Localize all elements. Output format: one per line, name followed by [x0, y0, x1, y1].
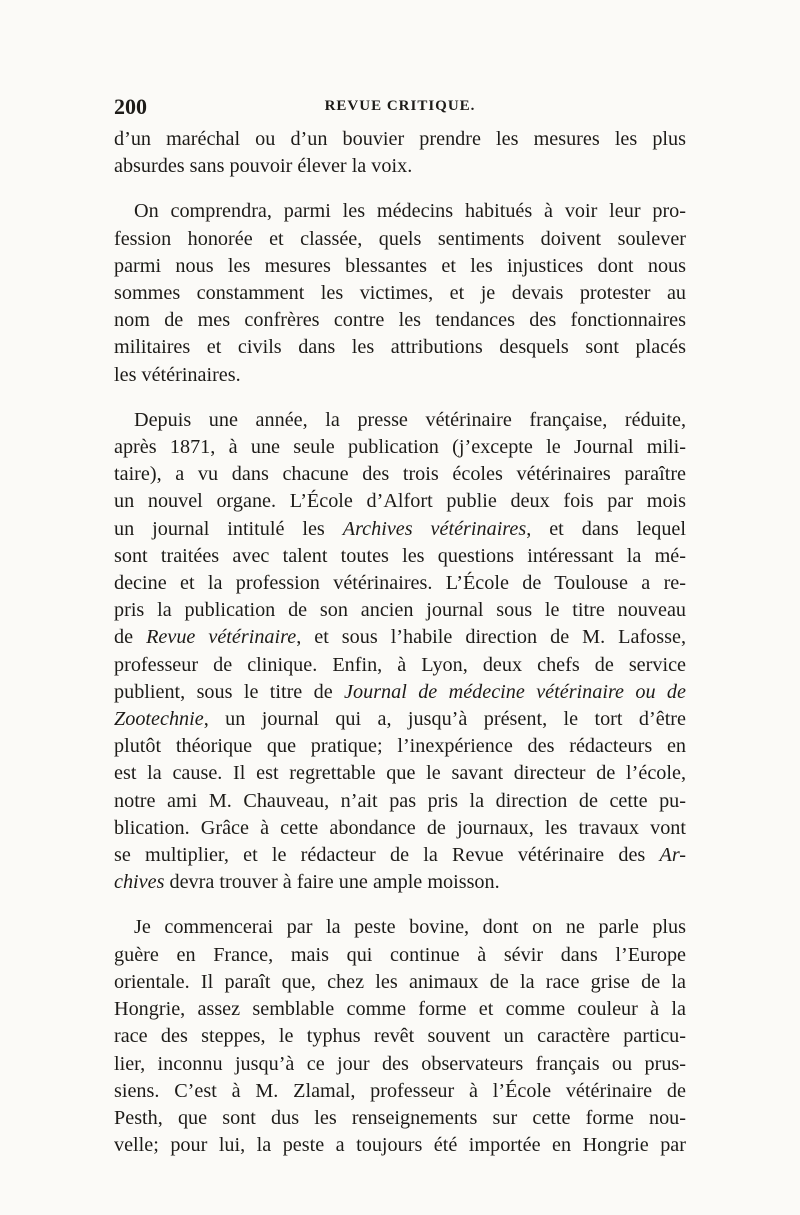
text-line: velle; pour lui, la peste a toujours été importée en Hongrie par	[114, 1134, 686, 1157]
text-line: absurdes sans pouvoir élever la voix.	[114, 155, 413, 178]
text-line: publient, sous le titre de Journal de médecine vétérinaire ou de	[114, 680, 686, 703]
text-line: sont traitées avec talent toutes les questions intéressant la mé-	[114, 544, 686, 567]
text-line: parmi nous les mesures blessantes et les injustices dont nous	[114, 254, 686, 277]
paragraph	[114, 198, 686, 388]
text-line: Zootechnie, un journal qui a, jusqu’à présent, le tort d’être	[114, 708, 686, 731]
text-line: guère en France, mais qui continue à sévir dans l’Europe	[114, 943, 686, 966]
text-line: lier, inconnu jusqu’à ce jour des observateurs français ou prus-	[114, 1052, 686, 1075]
text-line: notre ami M. Chauveau, n’ait pas pris la direction de cette pu-	[114, 789, 686, 812]
page-number: 200	[114, 94, 147, 119]
text-line: nom de mes confrères contre les tendances des fonctionnaires	[114, 309, 686, 332]
paragraph	[114, 914, 686, 1159]
text-line: chives devra trouver à faire une ample moisson.	[114, 871, 500, 894]
text-line: fession honorée et classée, quels sentiments doivent soulever	[114, 227, 686, 250]
text-line: sommes constamment les victimes, et je devais protester au	[114, 282, 686, 305]
text-line: Je commencerai par la peste bovine, dont on ne parle plus	[134, 916, 686, 939]
text-line: militaires et civils dans les attributions desquels sont placés	[114, 336, 686, 359]
text-line: d’un maréchal ou d’un bouvier prendre les mesures les plus	[114, 128, 686, 150]
text-line: blication. Grâce à cette abondance de journaux, les travaux vont	[114, 816, 686, 839]
text-line: Hongrie, assez semblable comme forme et comme couleur à la	[114, 998, 686, 1021]
italic-title: Journal de médecine vétérinaire ou de	[344, 680, 686, 703]
text-line: les vétérinaires.	[114, 363, 241, 386]
text-line: decine et la profession vétérinaires. L’École de Toulouse a re-	[114, 572, 686, 595]
italic-title: Ar-	[659, 844, 686, 867]
text-line: siens. C’est à M. Zlamal, professeur à l’École vétérinaire de	[114, 1079, 686, 1102]
text-line: orientale. Il paraît que, chez les animaux de la race grise de la	[114, 970, 686, 993]
italic-title: Zootechnie	[114, 708, 204, 731]
text-line: professeur de clinique. Enfin, à Lyon, deux chefs de service	[114, 653, 686, 676]
text-line: un journal intitulé les Archives vétérinaires, et dans lequel	[114, 517, 686, 540]
text-line: de Revue vétérinaire, et sous l’habile direction de M. Lafosse,	[114, 626, 686, 649]
text-line: pris la publication de son ancien journal sous le titre nouveau	[114, 599, 686, 622]
running-title: REVUE CRITIQUE.	[324, 98, 476, 114]
text-line: un nouvel organe. L’École d’Alfort publie deux fois par mois	[114, 490, 686, 513]
paragraph	[114, 407, 686, 897]
text-line: Depuis une année, la presse vétérinaire française, réduite,	[134, 408, 686, 431]
text-line: Pesth, que sont dus les renseignements sur cette forme nou-	[114, 1106, 686, 1129]
italic-title: Archives vétérinaires	[342, 517, 527, 540]
text-line: race des steppes, le typhus revêt souvent un caractère particu-	[114, 1025, 686, 1048]
italic-title: Revue vétérinaire	[146, 626, 297, 649]
italic-title: chives	[114, 871, 165, 894]
text-line: après 1871, à une seule publication (j’excepte le Journal mili-	[114, 436, 686, 459]
text-line: On comprendra, parmi les médecins habitués à voir leur pro-	[134, 200, 686, 223]
paragraph	[114, 126, 686, 180]
text-line: est la cause. Il est regrettable que le savant directeur de l’école,	[114, 762, 686, 785]
text-line: plutôt théorique que pratique; l’inexpérience des rédacteurs en	[114, 735, 686, 758]
page-header	[114, 94, 686, 120]
text-line: taire), a vu dans chacune des trois écoles vétérinaires paraître	[114, 463, 686, 486]
text-line: se multiplier, et le rédacteur de la Revue vétérinaire des Ar-	[114, 844, 686, 867]
body-text	[114, 126, 686, 1159]
